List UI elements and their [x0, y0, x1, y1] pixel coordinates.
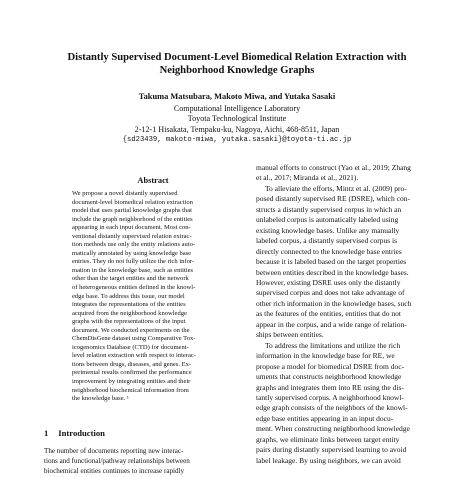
- abstract-line: perimental results confirmed the performance: [72, 369, 192, 377]
- abstract-line: document. We conducted experiments on the: [72, 326, 190, 334]
- abstract-line: We propose a novel distantly supervised: [72, 190, 178, 197]
- paragraph-line: pairs during distantly supervised learning to avoid: [256, 445, 407, 455]
- paragraph-line: et al., 2017; Miranda et al., 2021).: [256, 173, 359, 183]
- abstract-line: level relation extraction with respect to interac-: [72, 352, 196, 360]
- paragraph-line: directly connected to the knowledge base entries: [256, 246, 402, 256]
- title-line-1: Distantly Supervised Document-Level Biomedical Relation Extraction with: [67, 52, 407, 63]
- abstract-line: edge base. To address this issue, our model: [72, 292, 185, 300]
- affiliation-institute: Toyota Technological Institute: [187, 114, 287, 124]
- paragraph-line: existing knowledge bases. Unlike any manually: [256, 225, 400, 235]
- abstract-line: appearing in each input document. Most con-: [72, 224, 191, 232]
- section-title: Introduction: [58, 428, 105, 438]
- paragraph-line: supervised corpus and does not take advantage of: [256, 288, 405, 298]
- abstract-line: graphs with the representations of the input: [72, 318, 186, 326]
- section-heading-introduction: [44, 428, 105, 438]
- paragraph-line: However, existing DSRE uses only the distantly: [256, 277, 401, 287]
- abstract-line: neighborhood biochemical information from: [72, 386, 189, 394]
- paper-title: [0, 51, 474, 77]
- paragraph-line: label leakage. By using neighbors, we can avoid: [256, 455, 401, 465]
- section-number: 1: [44, 428, 49, 438]
- paragraph-line: structs a distantly supervised corpus in which an: [256, 204, 402, 214]
- abstract-line: tion methods use only the entity relations auto-: [72, 241, 196, 249]
- paragraph-line: labeled corpus, a distantly supervised corpus is: [256, 236, 398, 246]
- paragraph-line: tions and functional/pathway relationships between: [44, 457, 190, 466]
- paragraph-line: To address the limitations and utilize the rich: [265, 340, 401, 350]
- abstract-line: entries. They do not fully utilize the rich infor-: [72, 258, 195, 266]
- paragraph-line: unlabeled corpus is automatically labeled using: [256, 215, 399, 225]
- abstract-line: document-level biomedical relation extraction: [72, 198, 193, 206]
- abstract-line: ventional distantly supervised relation extrac-: [72, 232, 192, 240]
- paragraph-line: manual efforts to construct (Yao et al., 2019; Zhang: [256, 163, 411, 172]
- affiliation-lab: Computational Intelligence Laboratory: [173, 104, 301, 113]
- abstract-line: matically annotated by using knowledge base: [72, 249, 192, 257]
- title-line-2: Neighborhood Knowledge Graphs: [159, 65, 315, 76]
- author-list: Takuma Matsubara, Makoto Miwa, and Yutaka Sasaki: [138, 92, 336, 101]
- paragraph-line: between entities described in the knowledge bases.: [256, 267, 409, 277]
- abstract-line: the knowledge base. ¹: [72, 395, 129, 403]
- abstract-line: of heterogeneous entities defined in the knowl-: [72, 284, 196, 292]
- abstract-line: ChemDisGene dataset using Comparative Tox-: [72, 335, 196, 343]
- abstract-line: other than the target entities and the network: [72, 275, 189, 283]
- introduction-body: [44, 446, 243, 477]
- abstract-body: [72, 190, 247, 404]
- paragraph-line: propose a model for biomedical DSRE from doc-: [256, 361, 405, 371]
- paragraph-line: as the features of the entities, entities that do not: [256, 309, 401, 319]
- paragraph-line: ment. When constructing neighborhood knowledge: [256, 424, 410, 434]
- paragraph-line: appear in the corpus, and a wide range of relation-: [256, 319, 407, 329]
- paragraph-line: ships between entities.: [256, 330, 324, 340]
- paragraph-line: other rich information in the knowledge bases, such: [256, 298, 412, 308]
- abstract-line: acquired from the neighborhood knowledge: [72, 309, 187, 317]
- paragraph-line: tantly supervised corpus. A neighborhood knowl-: [256, 392, 404, 402]
- abstract-line: icogenomics Database (CTD) for document-: [72, 343, 189, 351]
- paragraph-line: graphs, we eliminate links between target entity: [256, 434, 400, 444]
- abstract-line: include the graph neighborhood of the entities: [72, 215, 193, 223]
- affiliation-address: 2-12-1 Hisakata, Tempaku-ku, Nagoya, Aichi, 468-8511, Japan: [134, 124, 340, 134]
- abstract-line: tions between drugs, diseases, and genes. Ex-: [72, 360, 192, 368]
- paragraph-line: edge graph consists of the neighbors of the knowl-: [256, 403, 408, 413]
- paragraph-line: because it is labeled based on the target properties: [256, 257, 407, 267]
- paragraph-line: posed distantly supervised RE (DSRE), which con-: [256, 194, 410, 204]
- abstract-line: integrates the representations of the entities: [72, 301, 186, 309]
- paragraph-line: information in the knowledge base for RE, we: [256, 351, 395, 361]
- paragraph-line: graphs and integrates them into RE using the dis-: [256, 382, 404, 392]
- paragraph-line: edge base entities appearing in an input docu-: [256, 413, 394, 423]
- right-column-body: [256, 163, 444, 466]
- abstract-line: improvement by integrating entities and their: [72, 378, 191, 386]
- paragraph-line: uments that constructs neighborhood knowledge: [256, 372, 402, 382]
- paragraph-line: To alleviate the efforts, Mintz et al. (2009) pro-: [265, 183, 407, 193]
- abstract-line: model that uses partial knowledge graphs that: [72, 207, 192, 215]
- paragraph-line: biochemical entities continues to increase rapidly: [44, 467, 185, 476]
- abstract-line: mation in the knowledge base, such as entities: [72, 266, 194, 274]
- affiliation-block: [0, 104, 474, 146]
- abstract-heading: Abstract: [137, 176, 169, 185]
- paragraph-line: The number of documents reporting new interac-: [44, 447, 184, 455]
- author-emails: {sd23439, makoto-miwa, yutaka.sasaki}@toyota-ti.ac.jp: [122, 136, 352, 145]
